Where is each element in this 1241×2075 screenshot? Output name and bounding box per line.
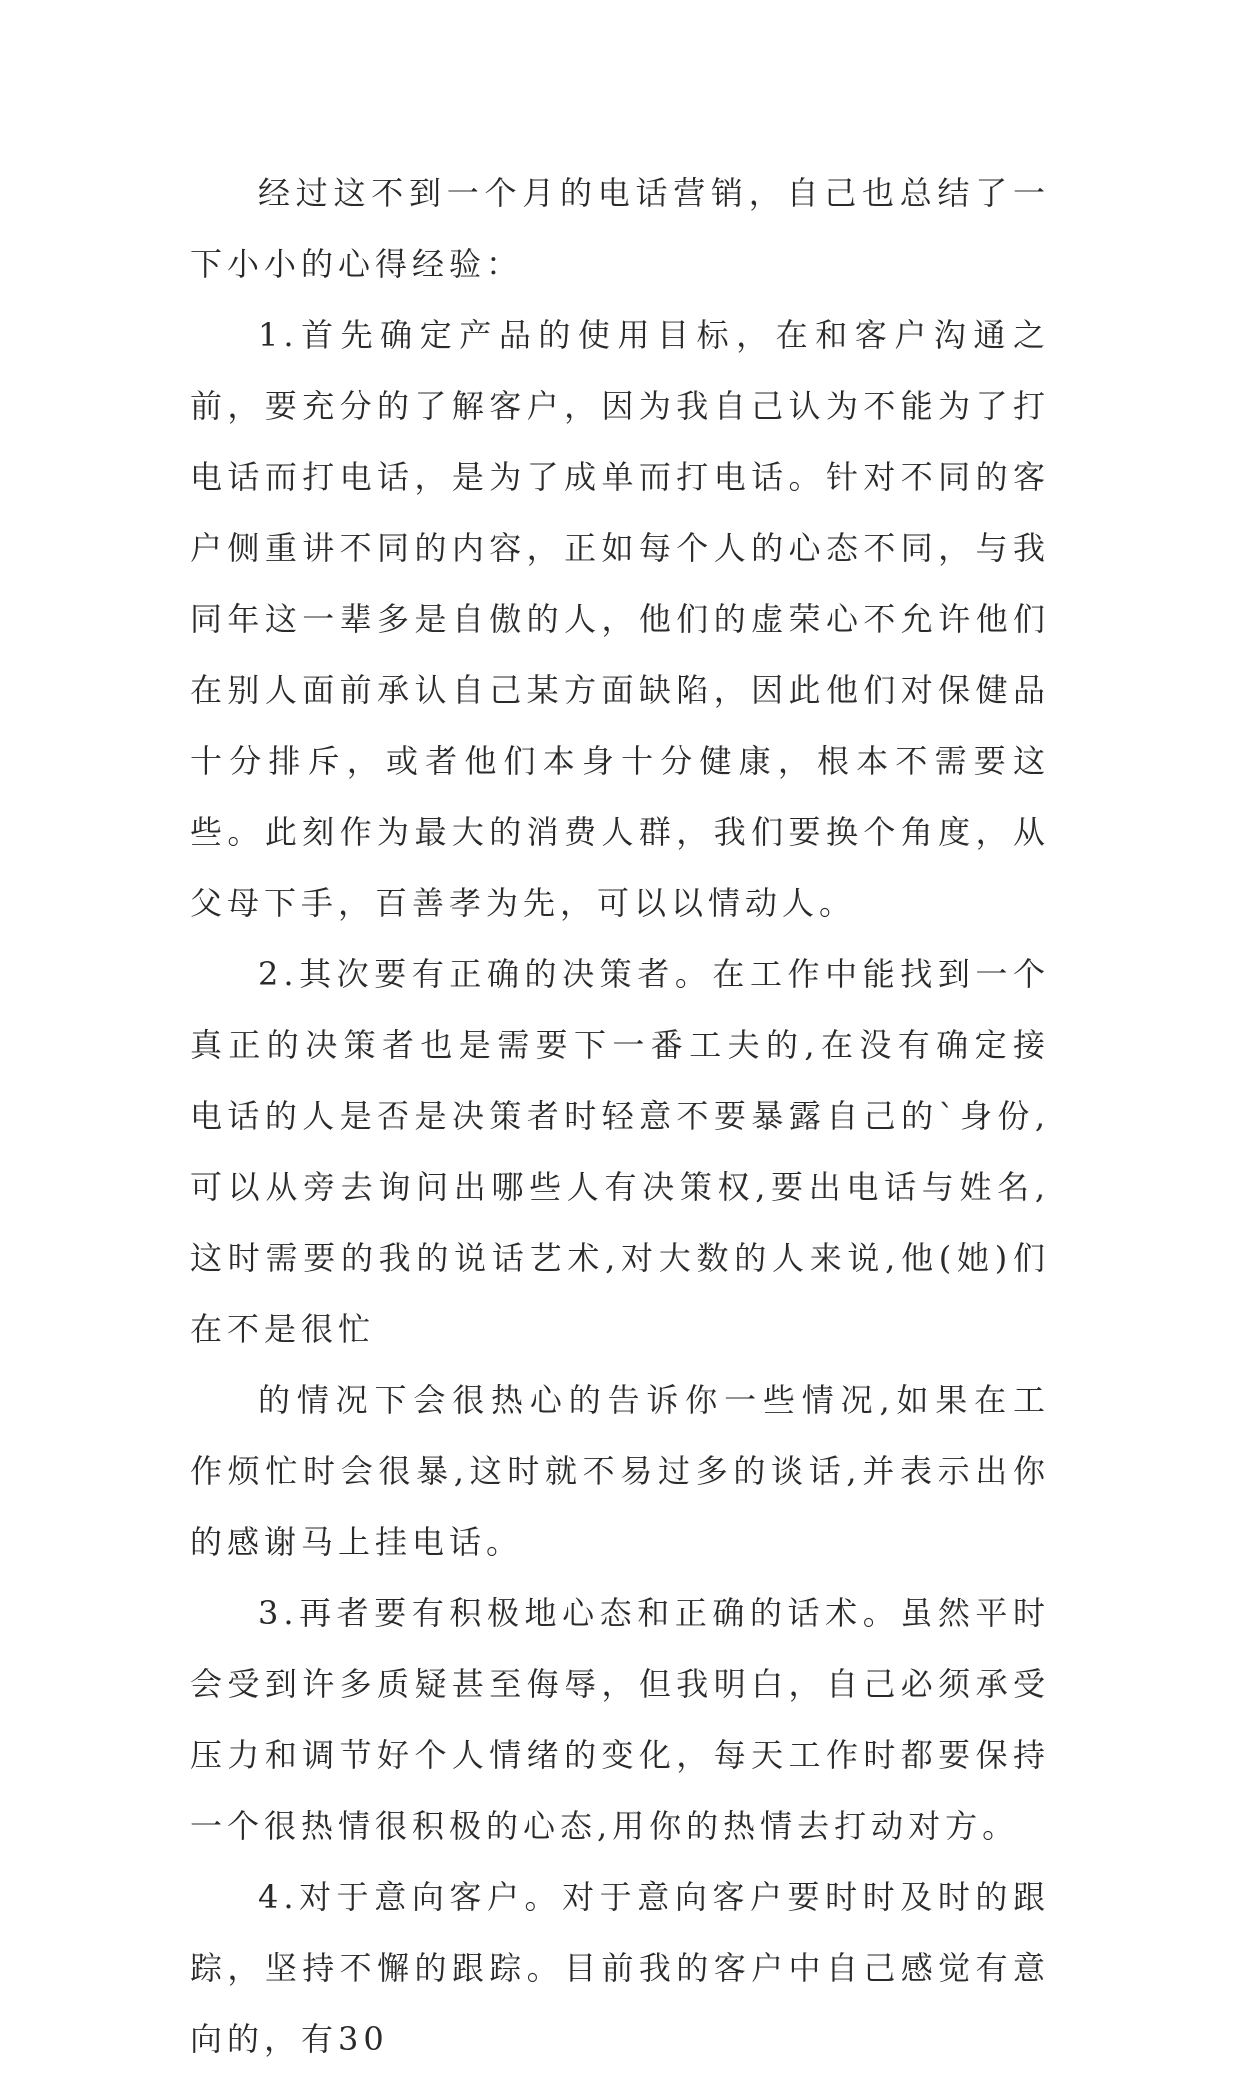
paragraph-point-3: 3.再者要有积极地心态和正确的话术。虽然平时会受到许多质疑甚至侮辱，但我明白，自己必须承受压力和调节好个人情绪的变化，每天工作时都要保持一个很热情很积极的心态,用你的热情去打动对方。 xyxy=(190,1594,1050,1845)
paragraph-intro: 经过这不到一个月的电话营销，自己也总结了一下小小的心得经验： xyxy=(190,174,1050,283)
document-body xyxy=(190,158,1050,2075)
paragraph-point-2-continued: 的情况下会很热心的告诉你一些情况,如果在工作烦忙时会很暴,这时就不易过多的谈话,并表示出你的感谢马上挂电话。 xyxy=(190,1381,1050,1561)
paragraph-point-1: 1.首先确定产品的使用目标，在和客户沟通之前，要充分的了解客户，因为我自己认为不能为了打电话而打电话，是为了成单而打电话。针对不同的客户侧重讲不同的内容，正如每个人的心态不同，与我同年这一辈多是自傲的人，他们的虚荣心不允许他们在别人面前承认自己某方面缺陷，因此他们对保健品十分排斥，或者他们本身十分健康，根本不需要这些。此刻作为最大的消费人群，我们要换个角度，从父母下手，百善孝为先，可以以情动人。 xyxy=(190,316,1050,922)
paragraph-point-2: 2.其次要有正确的决策者。在工作中能找到一个真正的决策者也是需要下一番工夫的,在没有确定接电话的人是否是决策者时轻意不要暴露自己的`身份,可以从旁去询问出哪些人有决策权,要出电话与姓名,这时需要的我的说话艺术,对大数的人来说,他(她)们在不是很忙 xyxy=(190,955,1050,1348)
paragraph-point-4: 4.对于意向客户。对于意向客户要时时及时的跟踪，坚持不懈的跟踪。目前我的客户中自己感觉有意向的，有30 xyxy=(190,1878,1050,2058)
